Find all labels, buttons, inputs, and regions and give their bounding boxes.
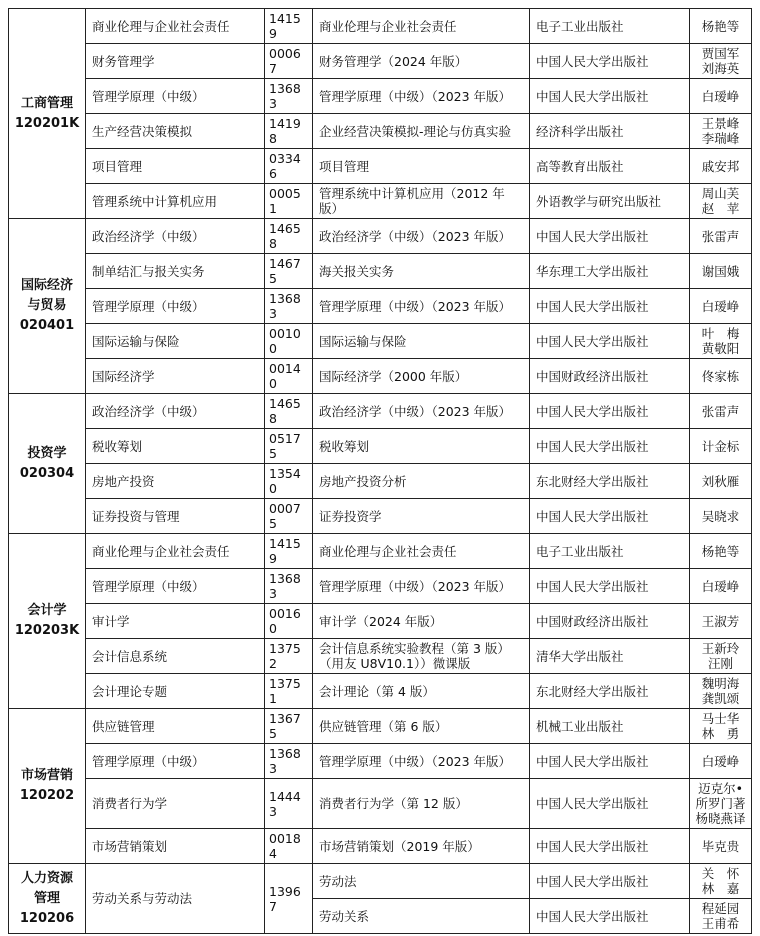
course-code: 00184 — [265, 829, 313, 864]
author: 王新玲 汪刚 — [690, 639, 752, 674]
table-row — [9, 674, 752, 709]
course-name: 商业伦理与企业社会责任 — [86, 9, 265, 44]
textbook-title: 国际运输与保险 — [313, 324, 530, 359]
author: 张雷声 — [690, 394, 752, 429]
publisher: 中国人民大学出版社 — [530, 429, 690, 464]
table-row — [9, 219, 752, 254]
author: 白瑷峥 — [690, 744, 752, 779]
author: 佟家栋 — [690, 359, 752, 394]
author: 迈克尔• 所罗门著 杨晓燕译 — [690, 779, 752, 829]
major-name: 投资学 020304 — [9, 394, 86, 534]
textbook-title: 管理系统中计算机应用（2012 年版） — [313, 184, 530, 219]
course-name: 管理学原理（中级） — [86, 569, 265, 604]
course-name: 政治经济学（中级） — [86, 219, 265, 254]
course-code: 13540 — [265, 464, 313, 499]
table-row — [9, 569, 752, 604]
publisher: 中国人民大学出版社 — [530, 569, 690, 604]
textbook-title: 供应链管理（第 6 版） — [313, 709, 530, 744]
textbook-title: 商业伦理与企业社会责任 — [313, 9, 530, 44]
textbook-title: 政治经济学（中级）（2023 年版） — [313, 394, 530, 429]
course-code: 00160 — [265, 604, 313, 639]
course-code: 13675 — [265, 709, 313, 744]
author: 周山芙 赵 苹 — [690, 184, 752, 219]
course-name: 国际经济学 — [86, 359, 265, 394]
major-name: 人力资源 管理 120206 — [9, 864, 86, 934]
course-name: 管理学原理（中级） — [86, 744, 265, 779]
table-row — [9, 184, 752, 219]
table-row — [9, 79, 752, 114]
textbook-title: 劳动关系 — [313, 899, 530, 934]
textbook-title: 证券投资学 — [313, 499, 530, 534]
course-name: 政治经济学（中级） — [86, 394, 265, 429]
textbook-title: 政治经济学（中级）（2023 年版） — [313, 219, 530, 254]
course-name: 管理系统中计算机应用 — [86, 184, 265, 219]
course-name: 国际运输与保险 — [86, 324, 265, 359]
publisher: 机械工业出版社 — [530, 709, 690, 744]
textbook-title: 管理学原理（中级）（2023 年版） — [313, 569, 530, 604]
author: 杨艳等 — [690, 534, 752, 569]
publisher: 中国人民大学出版社 — [530, 219, 690, 254]
textbook-title: 市场营销策划（2019 年版） — [313, 829, 530, 864]
table-row — [9, 499, 752, 534]
course-code: 00140 — [265, 359, 313, 394]
author: 刘秋雁 — [690, 464, 752, 499]
table-row — [9, 254, 752, 289]
course-name: 财务管理学 — [86, 44, 265, 79]
course-code: 00100 — [265, 324, 313, 359]
textbook-title: 审计学（2024 年版） — [313, 604, 530, 639]
publisher: 中国人民大学出版社 — [530, 394, 690, 429]
course-code: 13683 — [265, 289, 313, 324]
author: 王景峰 李瑞峰 — [690, 114, 752, 149]
textbook-table — [8, 8, 752, 934]
textbook-title: 房地产投资分析 — [313, 464, 530, 499]
course-name: 管理学原理（中级） — [86, 79, 265, 114]
course-code: 13751 — [265, 674, 313, 709]
course-code: 00067 — [265, 44, 313, 79]
publisher: 中国财政经济出版社 — [530, 359, 690, 394]
course-code: 14198 — [265, 114, 313, 149]
publisher: 高等教育出版社 — [530, 149, 690, 184]
course-code: 14159 — [265, 9, 313, 44]
table-row — [9, 464, 752, 499]
table-row — [9, 779, 752, 829]
course-code: 05175 — [265, 429, 313, 464]
table-row — [9, 149, 752, 184]
textbook-title: 管理学原理（中级）（2023 年版） — [313, 289, 530, 324]
course-name: 税收筹划 — [86, 429, 265, 464]
publisher: 中国人民大学出版社 — [530, 499, 690, 534]
course-name: 管理学原理（中级） — [86, 289, 265, 324]
author: 计金标 — [690, 429, 752, 464]
publisher: 东北财经大学出版社 — [530, 464, 690, 499]
author: 程延园 王甫希 — [690, 899, 752, 934]
publisher: 中国人民大学出版社 — [530, 744, 690, 779]
textbook-title: 管理学原理（中级）（2023 年版） — [313, 744, 530, 779]
textbook-title: 税收筹划 — [313, 429, 530, 464]
course-code: 03346 — [265, 149, 313, 184]
author: 王淑芳 — [690, 604, 752, 639]
table-row — [9, 744, 752, 779]
author: 白瑷峥 — [690, 569, 752, 604]
publisher: 中国人民大学出版社 — [530, 779, 690, 829]
table-row — [9, 604, 752, 639]
textbook-title: 消费者行为学（第 12 版） — [313, 779, 530, 829]
table-row — [9, 639, 752, 674]
course-code: 14675 — [265, 254, 313, 289]
author: 毕克贵 — [690, 829, 752, 864]
textbook-title: 国际经济学（2000 年版） — [313, 359, 530, 394]
course-code: 00051 — [265, 184, 313, 219]
publisher: 电子工业出版社 — [530, 534, 690, 569]
author: 戚安邦 — [690, 149, 752, 184]
table-row — [9, 9, 752, 44]
author: 杨艳等 — [690, 9, 752, 44]
major-name: 工商管理 120201K — [9, 9, 86, 219]
publisher: 中国财政经济出版社 — [530, 604, 690, 639]
course-code: 14443 — [265, 779, 313, 829]
author: 贾国军 刘海英 — [690, 44, 752, 79]
table-row — [9, 114, 752, 149]
course-name: 会计理论专题 — [86, 674, 265, 709]
publisher: 东北财经大学出版社 — [530, 674, 690, 709]
publisher: 电子工业出版社 — [530, 9, 690, 44]
publisher: 外语教学与研究出版社 — [530, 184, 690, 219]
course-code: 14658 — [265, 219, 313, 254]
author: 吴晓求 — [690, 499, 752, 534]
textbook-title: 会计理论（第 4 版） — [313, 674, 530, 709]
table-row — [9, 359, 752, 394]
author: 魏明海 龚凯颂 — [690, 674, 752, 709]
course-code: 13683 — [265, 744, 313, 779]
course-name: 制单结汇与报关实务 — [86, 254, 265, 289]
table-row — [9, 289, 752, 324]
course-name: 消费者行为学 — [86, 779, 265, 829]
course-name: 供应链管理 — [86, 709, 265, 744]
course-name: 市场营销策划 — [86, 829, 265, 864]
publisher: 中国人民大学出版社 — [530, 289, 690, 324]
publisher: 华东理工大学出版社 — [530, 254, 690, 289]
course-code: 13683 — [265, 569, 313, 604]
table-row — [9, 429, 752, 464]
publisher: 中国人民大学出版社 — [530, 324, 690, 359]
textbook-title: 商业伦理与企业社会责任 — [313, 534, 530, 569]
publisher: 中国人民大学出版社 — [530, 899, 690, 934]
course-name: 会计信息系统 — [86, 639, 265, 674]
course-name: 生产经营决策模拟 — [86, 114, 265, 149]
publisher: 经济科学出版社 — [530, 114, 690, 149]
major-name: 会计学 120203K — [9, 534, 86, 709]
author: 马士华 林 勇 — [690, 709, 752, 744]
table-row — [9, 534, 752, 569]
textbook-title: 企业经营决策模拟-理论与仿真实验 — [313, 114, 530, 149]
major-name: 市场营销 120202 — [9, 709, 86, 864]
course-name: 审计学 — [86, 604, 265, 639]
course-code: 00075 — [265, 499, 313, 534]
table-row — [9, 829, 752, 864]
textbook-title: 会计信息系统实验教程（第 3 版） （用友 U8V10.1））微课版 — [313, 639, 530, 674]
table-row — [9, 324, 752, 359]
publisher: 中国人民大学出版社 — [530, 829, 690, 864]
table-row — [9, 44, 752, 79]
textbook-title: 管理学原理（中级）（2023 年版） — [313, 79, 530, 114]
textbook-title: 劳动法 — [313, 864, 530, 899]
publisher: 中国人民大学出版社 — [530, 864, 690, 899]
table-row — [9, 864, 752, 899]
course-name: 房地产投资 — [86, 464, 265, 499]
textbook-title: 项目管理 — [313, 149, 530, 184]
author: 关 怀 林 嘉 — [690, 864, 752, 899]
course-code: 14159 — [265, 534, 313, 569]
course-name: 商业伦理与企业社会责任 — [86, 534, 265, 569]
author: 叶 梅 黄敬阳 — [690, 324, 752, 359]
major-name: 国际经济 与贸易 020401 — [9, 219, 86, 394]
table-row — [9, 394, 752, 429]
publisher: 中国人民大学出版社 — [530, 79, 690, 114]
publisher: 中国人民大学出版社 — [530, 44, 690, 79]
author: 白瑷峥 — [690, 79, 752, 114]
textbook-title: 财务管理学（2024 年版） — [313, 44, 530, 79]
textbook-title: 海关报关实务 — [313, 254, 530, 289]
table-row — [9, 709, 752, 744]
course-name: 劳动关系与劳动法 — [86, 864, 265, 934]
author: 白瑷峥 — [690, 289, 752, 324]
course-code: 13752 — [265, 639, 313, 674]
course-name: 证券投资与管理 — [86, 499, 265, 534]
author: 谢国娥 — [690, 254, 752, 289]
publisher: 清华大学出版社 — [530, 639, 690, 674]
course-code: 14658 — [265, 394, 313, 429]
course-name: 项目管理 — [86, 149, 265, 184]
author: 张雷声 — [690, 219, 752, 254]
course-code: 13683 — [265, 79, 313, 114]
course-code: 13967 — [265, 864, 313, 934]
